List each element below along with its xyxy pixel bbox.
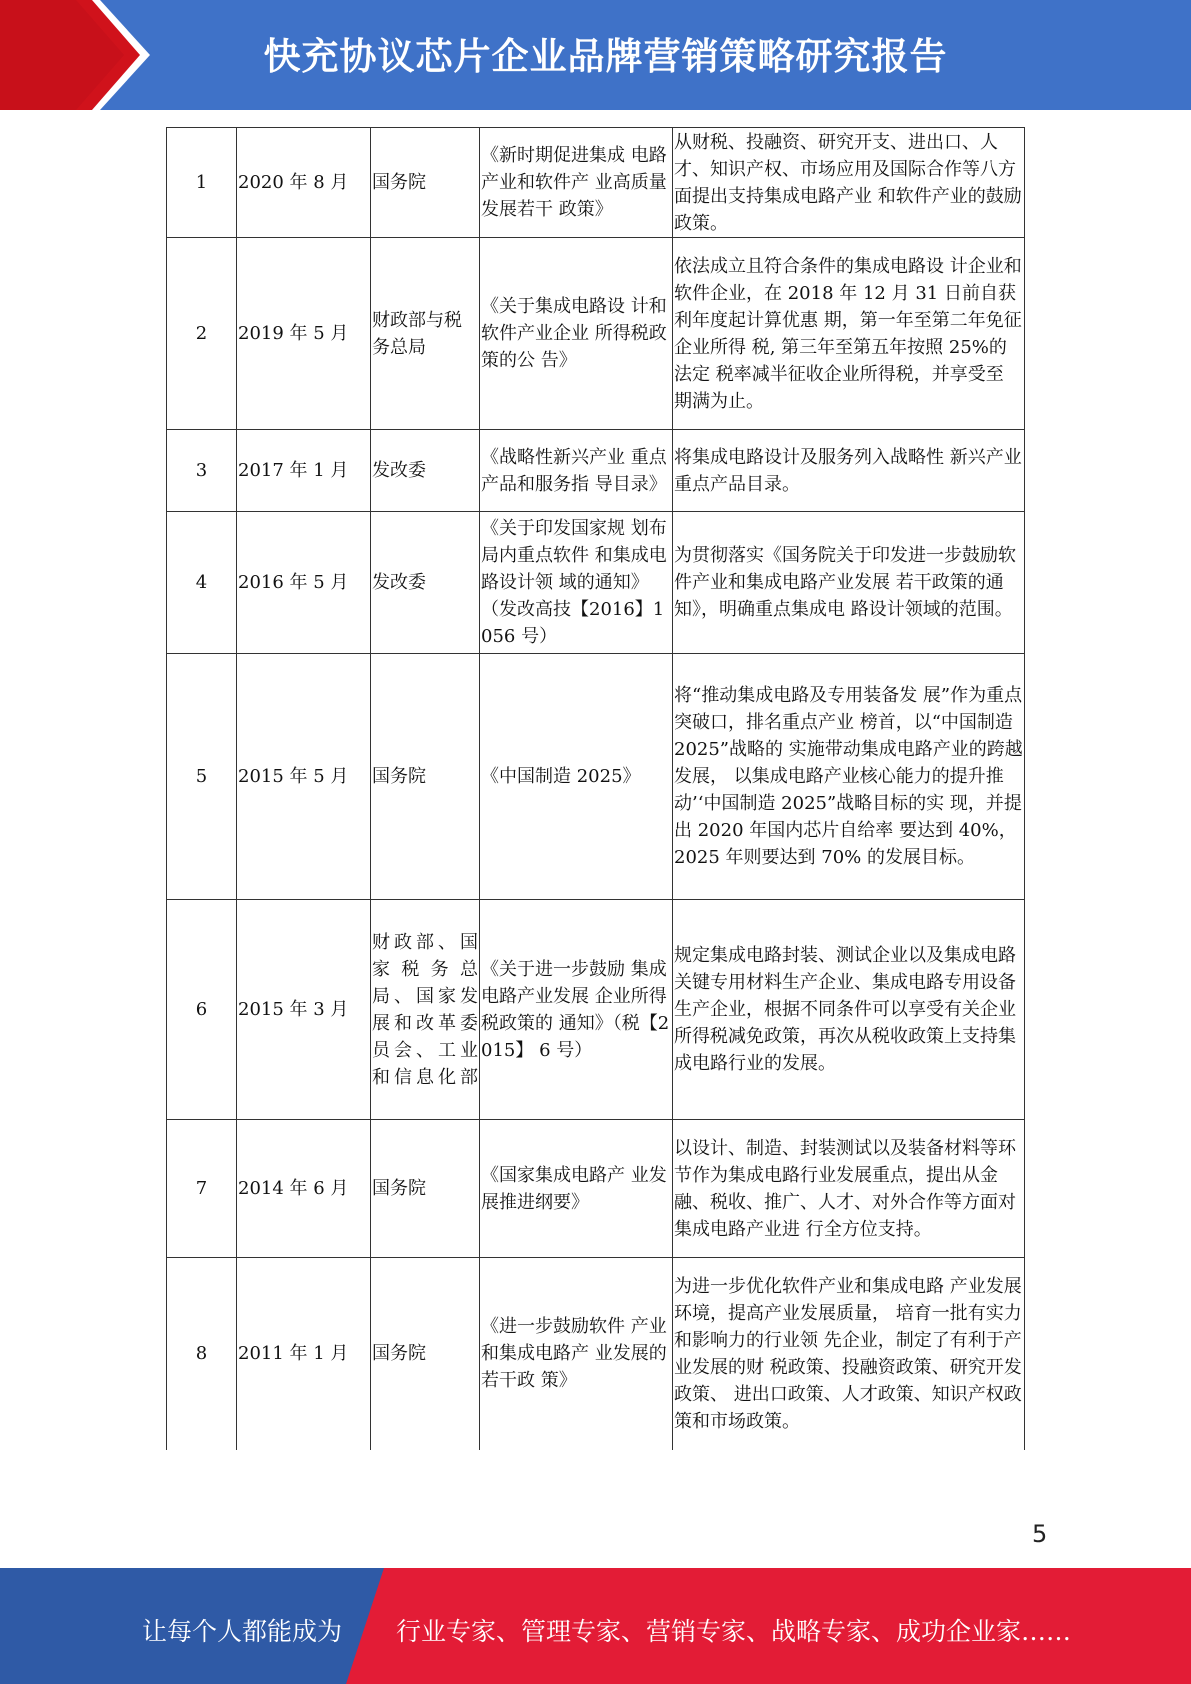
table-row [167, 128, 1025, 238]
policy-document: 《国家集成电路产 业发展推进纲要》 [480, 1120, 673, 1258]
issue-date: 2014 年 6 月 [237, 1120, 371, 1258]
page-footer [0, 1568, 1191, 1684]
policy-document: 《进一步鼓励软件 产业和集成电路产 业发展的若干政 策》 [480, 1258, 673, 1450]
policy-description: 将“推动集成电路及专用装备发 展”作为重点突破口，排名重点产业 榜首，以“中国制造 2025”战略的 实施带动集成电路产业的跨越发展， 以集成电路产业核心能力的提升推 动’‘中国制造 2025”战略目标的实 现，并提出 2020 年国内芯片自给率 要达到 40%，2025 年则要达到 70% 的发展目标。 [673, 654, 1025, 900]
policy-document: 《战略性新兴产业 重点产品和服务指 导目录》 [480, 430, 673, 512]
issuing-organization: 国务院 [371, 654, 480, 900]
table-row [167, 238, 1025, 430]
row-number: 5 [167, 654, 237, 900]
row-number: 3 [167, 430, 237, 512]
policy-document: 《中国制造 2025》 [480, 654, 673, 900]
issue-date: 2019 年 5 月 [237, 238, 371, 430]
policy-document: 《新时期促进集成 电路产业和软件产 业高质量发展若干 政策》 [480, 128, 673, 238]
page-number: 5 [1032, 1520, 1048, 1548]
issue-date: 2020 年 8 月 [237, 128, 371, 238]
issuing-organization: 发改委 [371, 430, 480, 512]
row-number: 2 [167, 238, 237, 430]
issue-date: 2015 年 5 月 [237, 654, 371, 900]
policy-document: 《关于进一步鼓励 集成电路产业发展 企业所得税政策的 通知》（税【2015】 6 号） [480, 900, 673, 1120]
table-row [167, 1120, 1025, 1258]
policy-description: 为进一步优化软件产业和集成电路 产业发展环境，提高产业发展质量， 培育一批有实力和影响力的行业领 先企业，制定了有利于产业发展的财 税政策、投融资政策、研究开发政策、 进出口政策、人才政策、知识产权政 策和市场政策。 [673, 1258, 1025, 1450]
issue-date: 2015 年 3 月 [237, 900, 371, 1120]
issue-date: 2016 年 5 月 [237, 512, 371, 654]
policy-description: 依法成立且符合条件的集成电路设 计企业和软件企业，在 2018 年 12 月 31 日前自获利年度起计算优惠 期，第一年至第二年免征企业所得 税, 第三年至第五年按照 25%的法定 税率减半征收企业所得税，并享受至 期满为止。 [673, 238, 1025, 430]
issuing-organization: 财政部、国家税务总局、国家发展和改革委员会、工业和信息化部 [371, 900, 480, 1120]
policy-description: 从财税、投融资、研究开支、进出口、人才、知识产权、市场应用及国际合作等八方面提出支持集成电路产业 和软件产业的鼓励政策。 [673, 128, 1025, 238]
policy-description: 以设计、制造、封装测试以及装备材料等环节作为集成电路行业发展重点，提出从金融、税收、推广、人才、对外合作等方面对集成电路产业进 行全方位支持。 [673, 1120, 1025, 1258]
policy-description: 规定集成电路封装、测试企业以及集成电路关键专用材料生产企业、集成电路专用设备生产企业，根据不同条件可以享受有关企业所得税减免政策，再次从税收政策上支持集成电路行业的发展。 [673, 900, 1025, 1120]
policy-table-container [166, 127, 1025, 1450]
row-number: 7 [167, 1120, 237, 1258]
table-row [167, 900, 1025, 1120]
table-row [167, 654, 1025, 900]
footer-slogan-left: 让每个人都能成为 [142, 1617, 343, 1646]
report-title: 快充协议芯片企业品牌营销策略研究报告 [263, 35, 948, 78]
issue-date: 2017 年 1 月 [237, 430, 371, 512]
policy-table [166, 127, 1025, 1450]
row-number: 1 [167, 128, 237, 238]
issuing-organization: 发改委 [371, 512, 480, 654]
table-row [167, 512, 1025, 654]
row-number: 8 [167, 1258, 237, 1450]
row-number: 4 [167, 512, 237, 654]
issuing-organization: 财政部与税务总局 [371, 238, 480, 430]
issuing-organization: 国务院 [371, 1120, 480, 1258]
policy-document: 《关于集成电路设 计和软件产业企业 所得税政策的公 告》 [480, 238, 673, 430]
row-number: 6 [167, 900, 237, 1120]
issuing-organization: 国务院 [371, 128, 480, 238]
policy-description: 将集成电路设计及服务列入战略性 新兴产业重点产品目录。 [673, 430, 1025, 512]
issuing-organization: 国务院 [371, 1258, 480, 1450]
policy-description: 为贯彻落实《国务院关于印发进一步鼓励软件产业和集成电路产业发展 若干政策的通知》，明确重点集成电 路设计领域的范围。 [673, 512, 1025, 654]
page-header [0, 0, 1191, 110]
issue-date: 2011 年 1 月 [237, 1258, 371, 1450]
table-row [167, 1258, 1025, 1450]
policy-document: 《关于印发国家规 划布局内重点软件 和集成电路设计领 域的通知》（发改高技【2016】1056 号） [480, 512, 673, 654]
footer-slogan-right: 行业专家、管理专家、营销专家、战略专家、成功企业家…… [396, 1617, 1072, 1646]
table-row [167, 430, 1025, 512]
